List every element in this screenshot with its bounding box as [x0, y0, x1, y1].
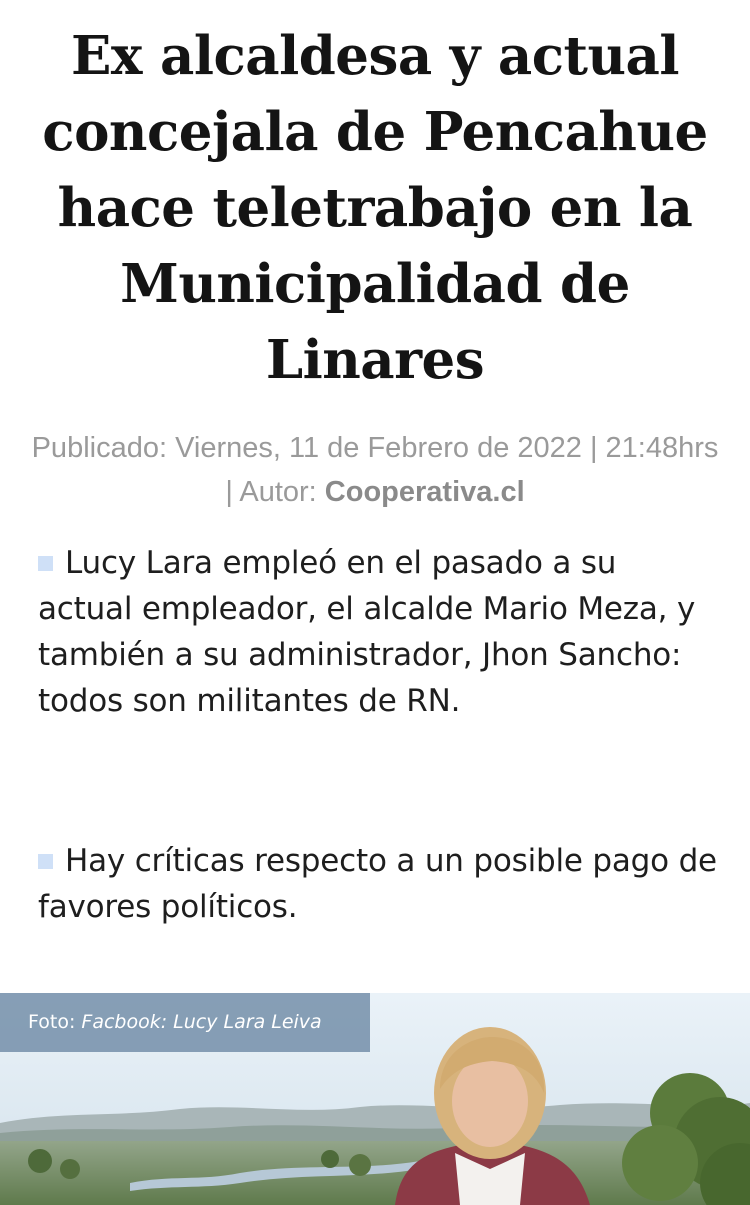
summary-bullet	[38, 540, 718, 724]
caption-source: Facbook: Lucy Lara Leiva	[81, 1011, 322, 1033]
article-headline: Ex alcaldesa y actual concejala de Pencahue hace teletrabajo en la Municipalidad de Linares	[42, 25, 708, 391]
article-photo[interactable]	[0, 993, 750, 1205]
bullet-square-icon	[38, 556, 53, 571]
byline-meta: Publicado: Viernes, 11 de Febrero de 2022 | 21:48hrs | Autor:	[31, 432, 719, 508]
summary-bullet	[38, 838, 718, 930]
bullet-text: Lucy Lara empleó en el pasado a su actual empleador, el alcalde Mario Meza, y también a su administrador, Jhon Sancho: todos son militantes de RN.	[38, 545, 696, 719]
photo-caption	[0, 993, 370, 1052]
bullet-text: Hay críticas respecto a un posible pago de favores políticos.	[38, 843, 717, 925]
caption-label: Foto:	[28, 1011, 82, 1033]
article-byline	[30, 426, 720, 514]
byline-author-link[interactable]: Cooperativa.cl	[324, 476, 525, 508]
bullet-square-icon	[38, 854, 53, 869]
